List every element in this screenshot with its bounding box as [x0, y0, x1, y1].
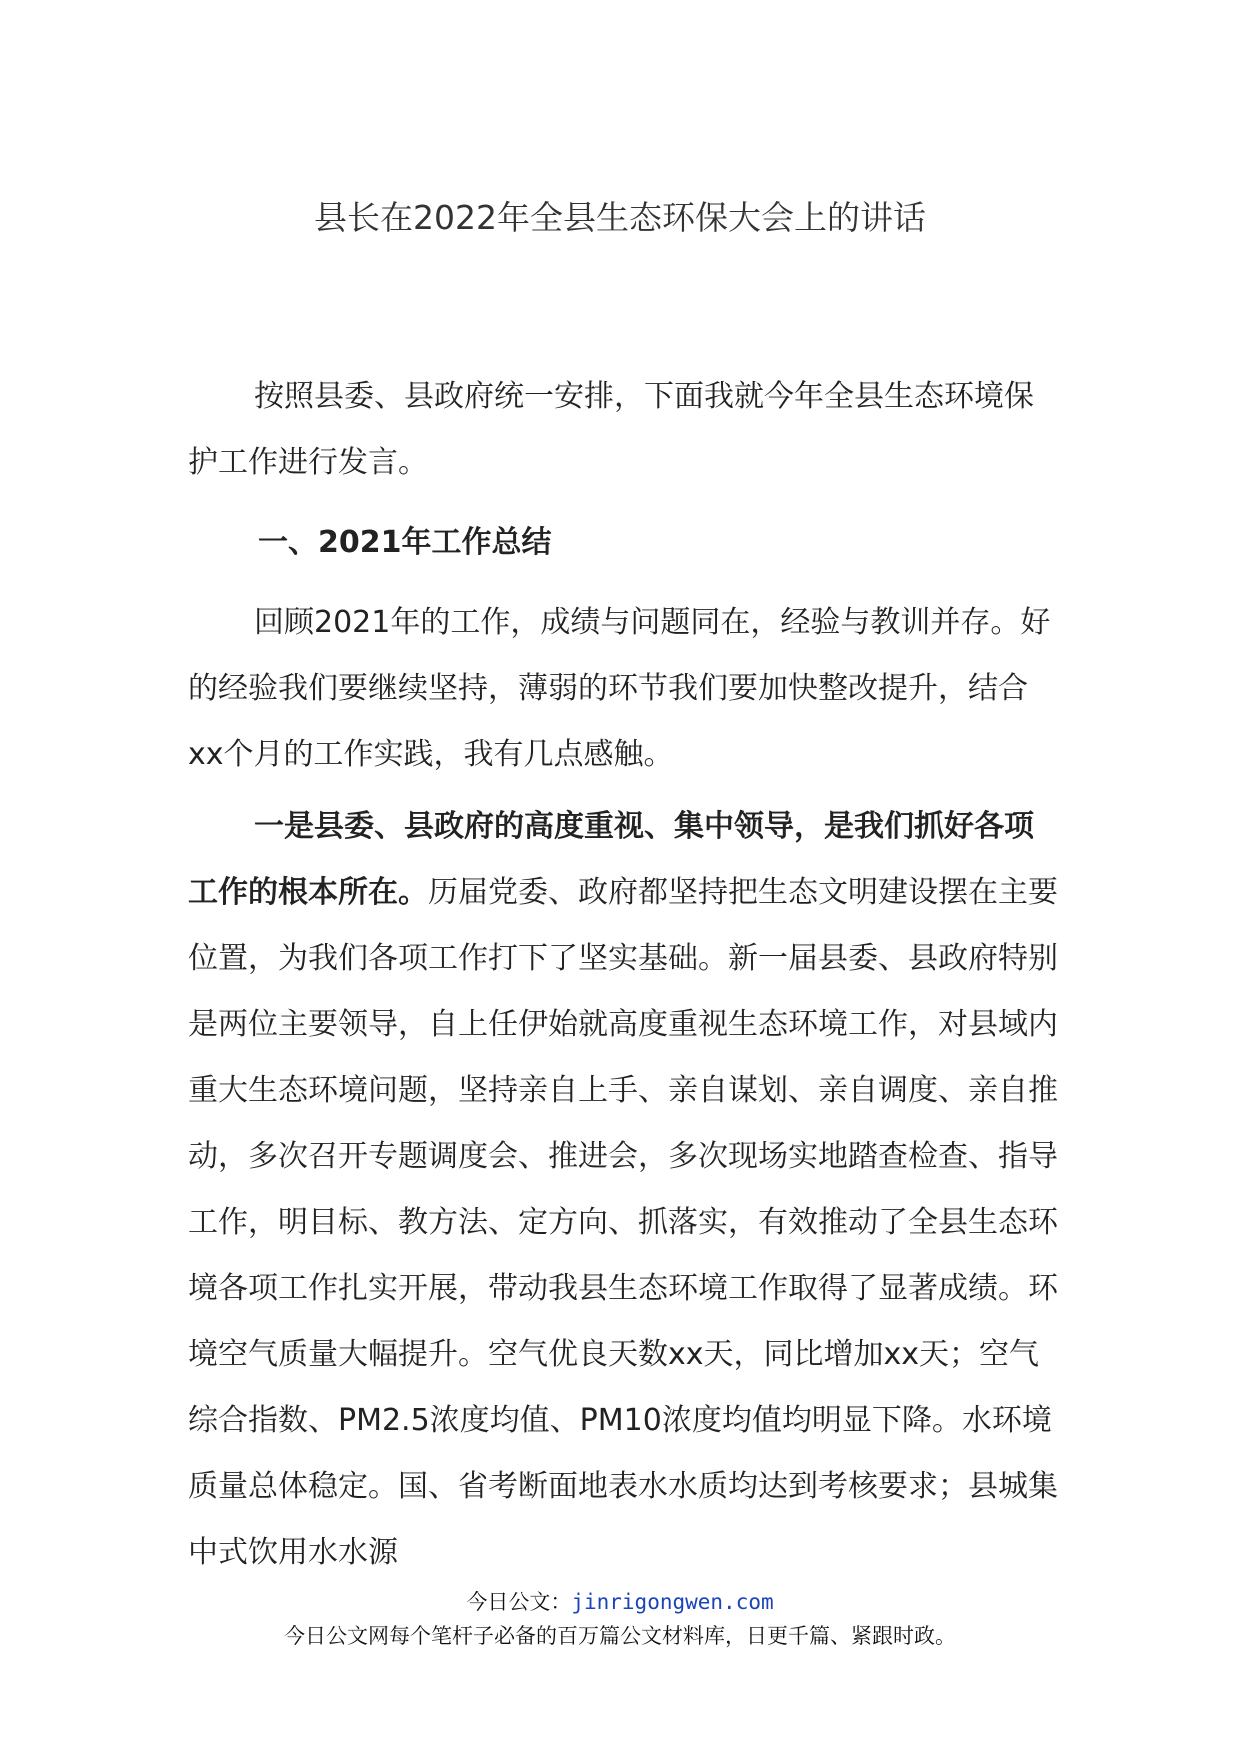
point-one-body: 历届党委、政府都坚持把生态文明建设摆在主要位置，为我们各项工作打下了坚实基础。新一届县委、县政府特别是两位主要领导，自上任伊始就高度重视生态环境工作，对县域内重大生态环境问题，坚持亲自上手、亲自谋划、亲自调度、亲自推动，多次召开专题调度会、推进会，多次现场实地踏查检查、指导工作，明目标、教方法、定方向、抓落实，有效推动了全县生态环境各项工作扎实开展，带动我县生态环境工作取得了显著成绩。环境空气质量大幅提升。空气优良天数xx天，同比增加xx天；空气综合指数、PM2.5浓度均值、PM10浓度均值均明显下降。水环境质量总体稳定。国、省考断面地表水水质均达到考核要求；县城集中式饮用水水源 — [188, 875, 1058, 1570]
point-one-paragraph — [188, 794, 1058, 1586]
document-title: 县长在2022年全县生态环保大会上的讲话 — [314, 198, 926, 237]
intro-paragraph: 按照县委、县政府统一安排，下面我就今年全县生态环境保护工作进行发言。 — [188, 379, 1034, 480]
footer-url-link[interactable]: jinrigongwen.com — [571, 1590, 774, 1614]
footer-label: 今日公文： — [466, 1590, 572, 1614]
review-paragraph: 回顾2021年的工作，成绩与问题同在，经验与教训并存。好的经验我们要继续坚持，薄弱的环节我们要加快整改提升，结合xx个月的工作实践，我有几点感触。 — [188, 605, 1051, 772]
footer-source — [0, 1586, 1240, 1616]
section-heading: 一、2021年工作总结 — [258, 525, 552, 560]
point-one-lead: 一是县委、县政府的高度重视、集中领导，是我们抓好各项工作的根本所在。 — [188, 809, 1034, 910]
footer-tagline: 今日公文网每个笔杆子必备的百万篇公文材料库，日更千篇、紧跟时政。 — [284, 1624, 956, 1648]
